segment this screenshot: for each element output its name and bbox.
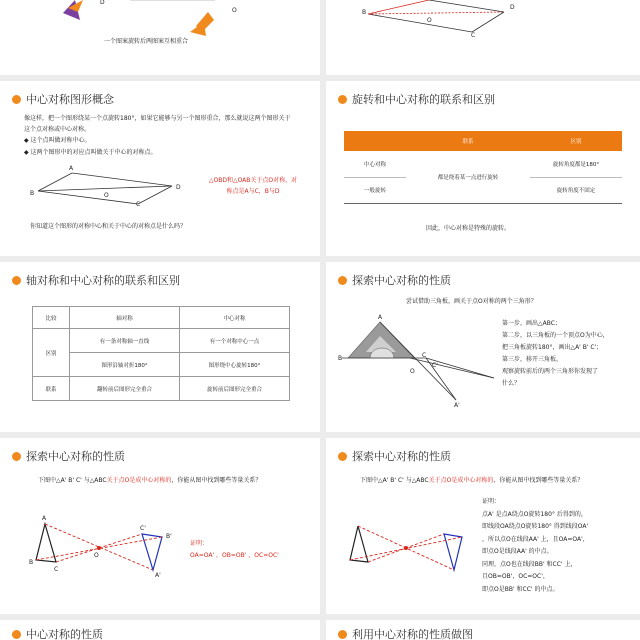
label-c-prime: C' <box>140 525 146 532</box>
definition-text: 像这样，把一个图形绕某一个点旋转180°，如果它能够与另一个图形重合，那么就说这两个图形关于这个点对称或中心对称。 <box>24 115 291 133</box>
central-symmetry-figure <box>0 438 320 614</box>
prompt-text: 尝试借助三角板，画关于点O对称的两个三角形？ <box>406 298 537 305</box>
label-c: C <box>422 352 427 359</box>
bullet-1-text: 这个点叫做对称中心。 <box>30 137 91 144</box>
slide-explore-triangle-ruler <box>326 262 640 432</box>
slide-header <box>12 626 103 640</box>
slide-title: 旋转和中心对称的联系和区别 <box>352 93 495 106</box>
question-pre: 下图中△A' B' C' 与△ABC <box>360 477 429 484</box>
label-b: B <box>30 190 35 197</box>
symmetry-note: △OBD和△OAB关于点O对称，对称点是A与C，B与D <box>208 177 298 195</box>
proof-line-8: 即点O是BB' 和CC' 的中点。 <box>482 585 559 593</box>
label-b-prime: B' <box>166 533 172 540</box>
header-compare: 比较 <box>33 307 70 329</box>
bullet-dot-icon <box>12 276 21 285</box>
slide-axis-vs-central <box>0 262 320 432</box>
label-d: D <box>510 4 515 11</box>
diamond-icon: ◆ <box>24 149 29 156</box>
label-c-prime: C' <box>432 362 438 369</box>
comparison-table <box>344 131 622 204</box>
question-post: ，你能从图中找到哪些等量关系？ <box>171 477 262 484</box>
proof-label: 证明： <box>190 540 209 547</box>
row-central: 中心对称 <box>344 151 406 177</box>
bullet-dot-icon <box>338 630 347 639</box>
step-1: 第一步，画出△ABC； <box>502 320 561 327</box>
label-b: B <box>362 9 367 16</box>
label-o: O <box>410 368 415 375</box>
symmetry-triangles <box>326 0 640 75</box>
cell-central-1: 有一个对称中心一点 <box>180 329 290 353</box>
header-diff: 区别 <box>570 139 582 145</box>
slide-central-symmetry-concept <box>0 81 320 256</box>
diff-rotation: 旋转角度不固定 <box>556 188 596 194</box>
header-central: 中心对称 <box>180 307 290 329</box>
slide-header <box>12 272 180 288</box>
slide-construct-with-symmetry <box>326 620 640 640</box>
proof-line-1: 证明： <box>482 498 501 505</box>
cell-central-2: 图形绕中心旋转180° <box>180 353 290 377</box>
question-red: 关于点O是成中心对称的 <box>428 477 494 484</box>
label-c: C <box>136 201 141 208</box>
conclusion-text: 因此，中心对称是特殊的旋转。 <box>426 225 511 232</box>
label-o: O <box>427 17 432 24</box>
cell-axis-3: 翻转前后图形完全重合 <box>70 377 180 401</box>
slide-symmetry-figure <box>326 0 640 75</box>
slide-title: 中心对称图形概念 <box>26 93 114 106</box>
slide-title: 探索中心对称的性质 <box>26 450 125 463</box>
bullet-dot-icon <box>338 95 347 104</box>
header-axis: 轴对称 <box>70 307 180 329</box>
step-6: 什么？ <box>502 380 521 387</box>
bullet-2-text: 这两个图形中的对应点叫做关于中心的对称点。 <box>30 149 157 156</box>
proof-equalities: OA=OA' ，OB=OB' ，OC=OC' <box>190 552 279 559</box>
label-d: D <box>176 184 181 191</box>
question-post: ，你能从图中找到哪些等量关系？ <box>493 477 584 484</box>
proof-line-4: ，所以点O在线段AA' 上，且OA=OA'， <box>482 535 589 543</box>
label-o: O <box>232 7 237 14</box>
label-a-prime: A' <box>454 402 460 409</box>
row-rotation: 一般旋转 <box>363 188 386 194</box>
caption: 一个图案旋转后两图案互相重合 <box>104 38 189 45</box>
step-3: 把三角板旋转180°，画出△A' B' C'； <box>502 344 603 351</box>
link-label: 联系 <box>33 377 70 401</box>
cell-axis-1: 有一条对称轴一直线 <box>70 329 180 353</box>
label-a: A <box>42 515 47 522</box>
slide-explore-equalities <box>0 438 320 614</box>
step-4: 第三步，移开三角板。 <box>502 356 563 363</box>
slide-title: 中心对称的性质 <box>26 628 103 640</box>
question-pre: 下图中△A' B' C' 与△ABC <box>38 477 107 484</box>
label-b: B <box>338 355 343 362</box>
slide-rotation-example <box>0 0 320 75</box>
question-red: 关于点O是成中心对称的 <box>106 477 172 484</box>
slide-central-symmetry-properties <box>0 620 320 640</box>
common-cell: 都是绕着某一点进行旋转 <box>437 174 499 181</box>
steps-text <box>502 318 636 390</box>
header-link: 联系 <box>462 139 474 145</box>
label-o: O <box>94 552 99 559</box>
slide-rotation-vs-symmetry <box>326 81 640 256</box>
proof-line-7: 且OB=OB'，OC=OC'， <box>482 573 549 580</box>
proof-line-5: 即点O是线段AA' 的中点。 <box>482 548 553 555</box>
label-c: C <box>471 32 476 39</box>
diamond-icon: ◆ <box>24 137 29 144</box>
slide-header <box>338 626 473 640</box>
slide-title: 利用中心对称的性质做图 <box>352 628 473 640</box>
label-b: B <box>29 559 34 566</box>
slide-title: 轴对称和中心对称的联系和区别 <box>26 274 180 287</box>
question-text: 你知道这个图形的对称中心和关于中心的对称点是什么吗？ <box>30 223 187 230</box>
slide-title: 探索中心对称的性质 <box>352 274 451 287</box>
slide-title: 探索中心对称的性质 <box>352 450 451 463</box>
diff-label: 区别 <box>33 329 70 377</box>
comparison-table <box>32 306 290 401</box>
diff-central: 旋转角度都是180° <box>530 151 622 177</box>
label-d: D <box>100 0 105 6</box>
step-2: 第二步，以三角板的一个顶点O为中心， <box>502 332 609 339</box>
step-5: 观察旋转前后的两个三角形你发现了 <box>502 368 599 375</box>
label-a-prime: A' <box>155 572 161 579</box>
proof-text <box>482 496 634 596</box>
label-a: A <box>69 165 74 172</box>
slide-explore-proof <box>326 438 640 614</box>
label-o: O <box>104 192 109 199</box>
label-c: C <box>54 566 59 573</box>
label-a: A <box>378 314 383 321</box>
cell-axis-2: 图形沿轴对折180° <box>70 353 180 377</box>
slide-header <box>338 91 495 107</box>
proof-line-6: 同理，点O也在线段BB' 和CC' 上， <box>482 560 577 568</box>
proof-line-3: 即线段OA绕点O旋转180° 得到线段OA' <box>482 523 589 530</box>
proof-line-2: 点A' 是点A绕点O旋转180° 后得到的， <box>482 510 587 518</box>
bullet-dot-icon <box>12 630 21 639</box>
cell-central-3: 旋转前后图形完全重合 <box>180 377 290 401</box>
